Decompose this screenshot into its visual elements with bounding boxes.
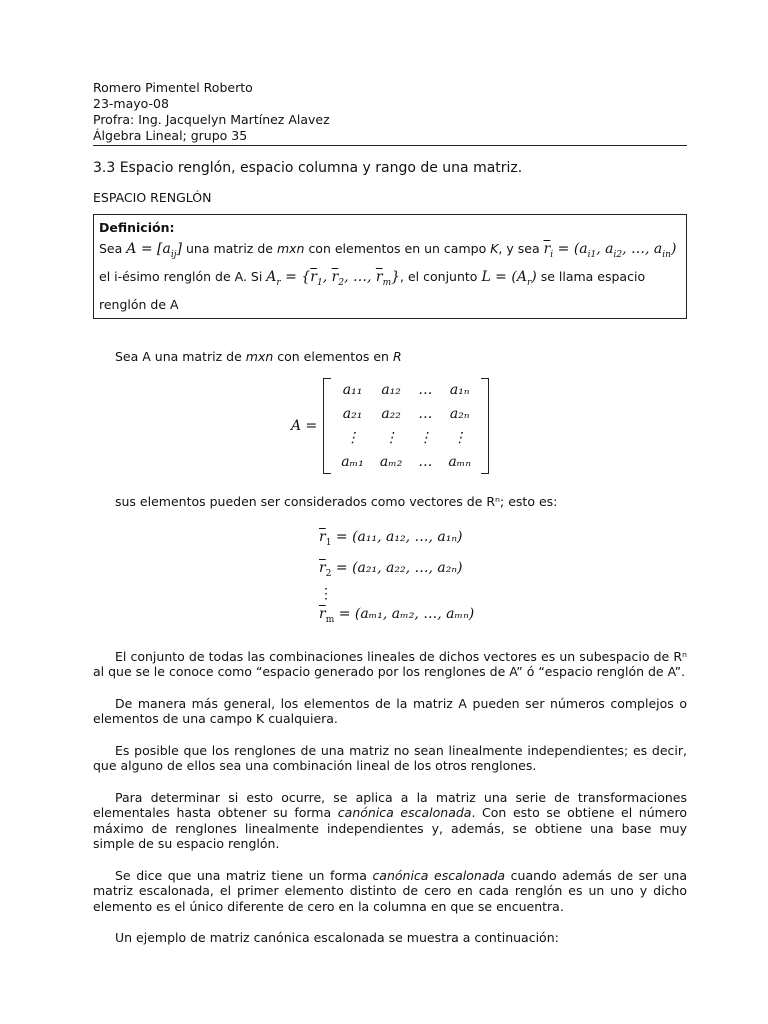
matrix-left-bracket — [323, 378, 331, 474]
vector-line: $\overline{r}_1 = (a_{11}$, a₁₂, …, a₁ₙ) — [319, 528, 463, 548]
matrix-cell: aₘₙ — [448, 454, 471, 471]
vector-line: $\overline{r}_m = (a_{m1}$, aₘ₂, …, aₘₙ) — [319, 606, 475, 625]
matrix-cell: a₁₂ — [381, 382, 401, 399]
matrix-table — [333, 378, 479, 474]
section-title: 3.3 Espacio renglón, espacio columna y rango de una matriz. — [93, 160, 523, 176]
formula-row-set: $A_r = \{\overline{r}_1$, $\overline{r}_2$, …, $\overline{r}_m$} — [266, 268, 401, 288]
course-name: Álgebra Lineal; grupo 35 — [93, 128, 248, 143]
subsection-title: ESPACIO RENGLÓN — [93, 190, 212, 205]
matrix-cell: ⋮ — [418, 430, 433, 447]
matrix-cell: ⋮ — [384, 430, 399, 447]
definition-title: Definición: — [99, 220, 175, 235]
definition-line-1: Sea $A = [a_{ij}]$ una matriz de mxn con elementos en un campo K, y sea $\overline{r}_i = (a_{i1}$, $a_{i2}$, …, $a_{in}$) — [99, 241, 677, 260]
vector-ellipsis: ⋮ — [319, 586, 333, 603]
row-vectors — [319, 524, 687, 633]
paragraph-2: sus elementos pueden ser considerados como vectores de Rⁿ; esto es: — [115, 494, 558, 510]
document-page — [93, 80, 687, 946]
formula-a-matrix: $A = [a_{ij}]$ — [126, 241, 182, 260]
author-name: Romero Pimentel Roberto — [93, 80, 253, 95]
paragraph-3: El conjunto de todas las combinaciones lineales de dichos vectores es un subespacio de Rⁿ al que se le conoce como “espacio generado por los renglones de A” ó “espacio renglón de A”. — [93, 648, 687, 680]
matrix-cell: a₁₁ — [342, 382, 363, 399]
matrix-cell: … — [418, 406, 433, 423]
matrix-cell: a₂₂ — [381, 406, 401, 423]
paragraph-6: Para determinar si esto ocurre, se aplica a la matriz una serie de transformaciones elementales hasta obtener su forma canónica escalonada. Con esto se obtiene el número máximo de renglones linealmente independientes y, además, se obtiene una base muy simple de su espacio renglón. — [93, 789, 688, 852]
formula-l-set: $L = (A_r)$ — [481, 268, 537, 288]
definition-line-2: el i-ésimo renglón de A. Si $A_r = \{\overline{r}_1$, $\overline{r}_2$, …, $\overline{r}_m$}, el conjunto $L = (A_r)$ se llama espacio — [99, 268, 646, 288]
matrix-row — [333, 402, 479, 426]
paragraph-4: De manera más general, los elementos de la matriz A pueden ser números complejos o elementos de una campo K cualquiera. — [93, 695, 687, 727]
paragraph-8: Un ejemplo de matriz canónica escalonada se muestra a continuación: — [115, 930, 559, 946]
matrix-row — [333, 378, 479, 402]
formula-row-vector: $\overline{r}_i = (a_{i1}$, $a_{i2}$, …, $a_{in}$) — [543, 241, 677, 260]
matrix-cell: aₘ₁ — [341, 454, 364, 471]
definition-line-3: renglón de A — [99, 296, 179, 312]
matrix-cell: a₂₁ — [342, 406, 363, 423]
matrix-cell: a₁ₙ — [449, 382, 470, 399]
matrix-cell: a₂ₙ — [449, 406, 470, 423]
paragraph-5: Es posible que los renglones de una matriz no sean linealmente independientes; es decir, que alguno de ellos sea una combinación lineal de los otros renglones. — [93, 742, 687, 774]
matrix-right-bracket — [481, 378, 489, 474]
paragraph-1: Sea A una matriz de mxn con elementos en R — [115, 348, 402, 364]
matrix-a — [93, 378, 687, 474]
matrix-cell: ⋮ — [452, 430, 467, 447]
teacher-name: Profra: Ing. Jacquelyn Martínez Alavez — [93, 112, 330, 127]
header-divider — [93, 145, 687, 146]
matrix-cell: ⋮ — [345, 430, 360, 447]
paragraph-7: Se dice que una matriz tiene un forma canónica escalonada cuando además de ser una matriz escalonada, el primer elemento distinto de cero en cada renglón es un uno y dicho elemento es el único diferente de cero en la columna en que se encuentra. — [93, 867, 687, 914]
matrix-cell: … — [418, 382, 433, 399]
matrix-cell: … — [418, 454, 433, 471]
matrix-label: A = — [291, 418, 318, 435]
definition-box — [93, 214, 687, 319]
document-date: 23-mayo-08 — [93, 96, 169, 111]
matrix-row — [333, 450, 479, 474]
matrix-cell: aₘ₂ — [379, 454, 403, 471]
vector-line: $\overline{r}_2 = (a_{21}$, a₂₂, …, a₂ₙ) — [319, 560, 463, 580]
matrix-row — [333, 426, 479, 450]
